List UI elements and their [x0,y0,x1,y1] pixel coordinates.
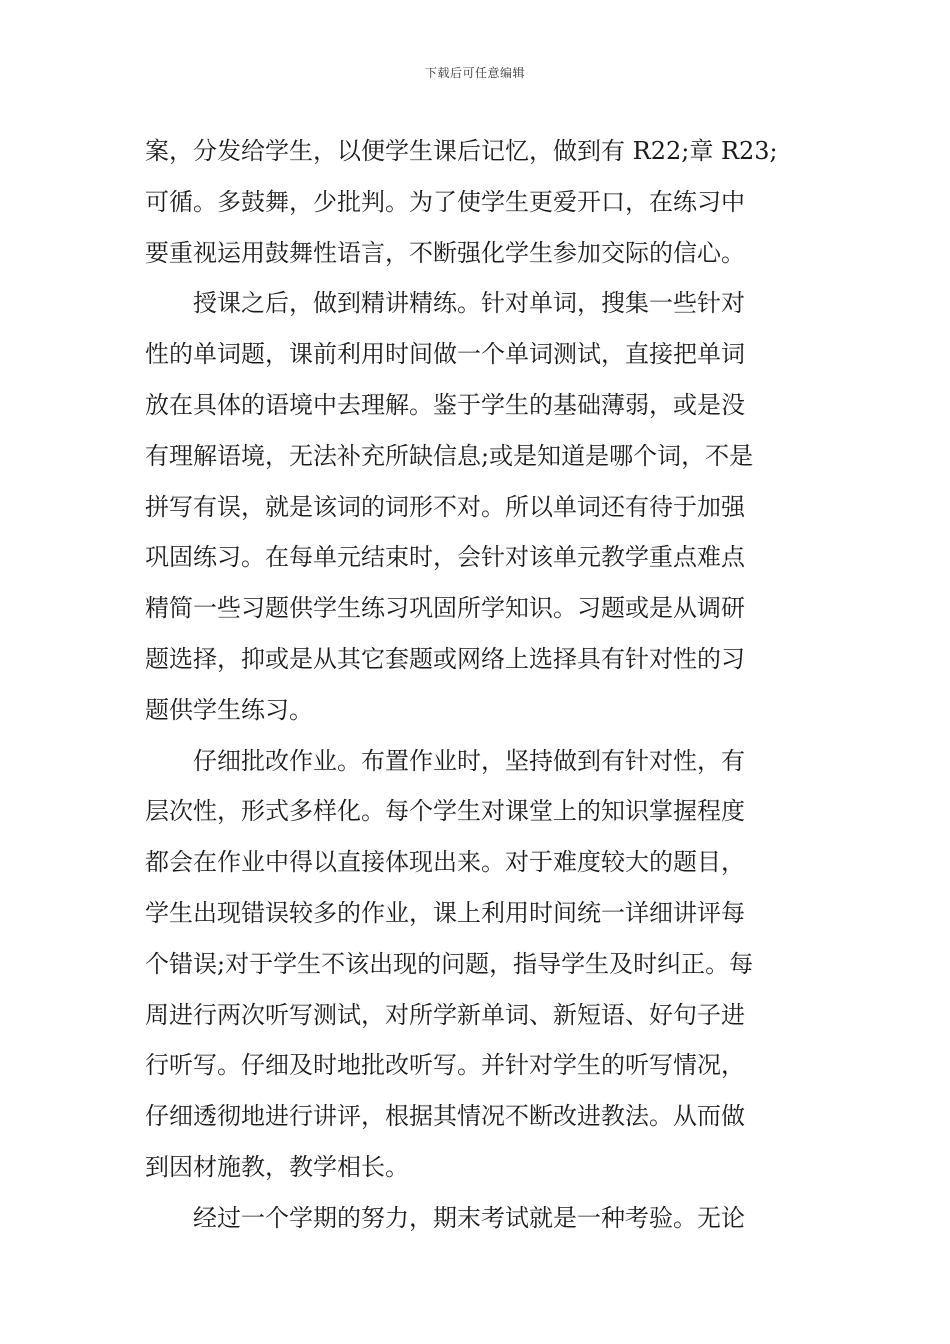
text-line: 题选择，抑或是从其它套题或网络上选择具有针对性的习 [145,644,745,673]
text-line: 个错误;对于学生不该出现的问题，指导学生及时纠正。每 [145,949,754,978]
text-line: 精简一些习题供学生练习巩固所学知识。习题或是从调研 [145,594,745,623]
text-line: 巩固练习。在每单元结束时，会针对该单元教学重点难点 [145,543,745,572]
text-line: 有理解语境，无法补充所缺信息;或是知道是哪个词，不是 [145,441,754,470]
paragraph-first-line: 授课之后，做到精讲精练。针对单词，搜集一些针对 [193,289,745,318]
text-line: 性的单词题，课前利用时间做一个单词测试，直接把单词 [145,340,745,369]
text-line: 题供学生练习。 [145,695,313,724]
text-line: 周进行两次听写测试，对所学新单词、新短语、好句子进 [145,1000,745,1029]
text-line: 案，分发给学生，以便学生课后记忆，做到有 R22;章 R23; [145,137,778,165]
paragraph-first-line: 经过一个学期的努力，期末考试就是一种考验。无论 [193,1203,745,1232]
text-line: 都会在作业中得以直接体现出来。对于难度较大的题目， [145,848,745,877]
text-line: 拼写有误，就是该词的词形不对。所以单词还有待于加强 [145,492,745,521]
text-line: 可循。多鼓舞，少批判。为了使学生更爱开口，在练习中 [145,187,745,216]
text-line: 层次性，形式多样化。每个学生对课堂上的知识掌握程度 [145,797,745,826]
text-line: 行听写。仔细及时地批改听写。并针对学生的听写情况， [145,1051,745,1080]
paragraph-first-line: 仔细批改作业。布置作业时，坚持做到有针对性，有 [193,746,745,775]
text-line: 仔细透彻地进行讲评，根据其情况不断改进教法。从而做 [145,1102,745,1131]
document-body [145,126,813,1244]
text-line: 放在具体的语境中去理解。鉴于学生的基础薄弱，或是没 [145,390,745,419]
text-line: 到因材施教，教学相长。 [145,1152,409,1181]
text-line: 学生出现错误较多的作业，课上利用时间统一详细讲评每 [145,898,745,927]
page-header: 下载后可任意编辑 [424,66,525,80]
text-line: 要重视运用鼓舞性语言，不断强化学生参加交际的信心。 [145,238,745,267]
